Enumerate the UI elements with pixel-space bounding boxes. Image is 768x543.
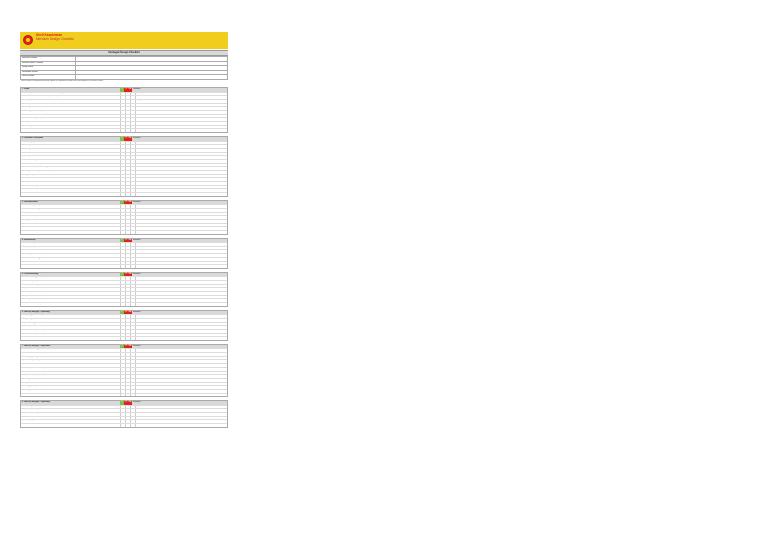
checklist-question: Has a commissioning plan been prepared: [22, 277, 50, 279]
checklist-row: [21, 367, 227, 371]
remarks-cell[interactable]: [135, 420, 227, 423]
checklist-question: Are communications tested: [22, 416, 41, 418]
checklist-question: Are start-up and shutdown steps clear: [22, 326, 48, 328]
col-no-header: N: [125, 345, 127, 348]
remarks-cell[interactable]: [135, 337, 227, 340]
meta-label: Design Status: [21, 66, 76, 71]
remarks-cell[interactable]: [135, 175, 227, 178]
checklist-row: [21, 276, 227, 280]
meta-label: Date of Review: [21, 75, 76, 80]
checklist-question: Are welding procedures qualified: [22, 378, 44, 380]
remarks-cell[interactable]: [135, 107, 227, 110]
remarks-cell[interactable]: [135, 262, 227, 265]
checklist-row: [21, 261, 227, 265]
checklist-question: Are drawings consistent with datasheets: [22, 156, 49, 158]
checklist-question: Are start-up requirements complete: [22, 299, 46, 301]
col-yes-header: Y: [121, 310, 123, 313]
col-na-header: NA: [128, 272, 132, 275]
remarks-cell[interactable]: [135, 178, 227, 181]
checklist-row: [21, 219, 227, 223]
checklist-question: Are operating procedures in place: [22, 315, 45, 317]
col-na-header: NA: [128, 137, 132, 140]
checklist-question: Are references complete and valid: [22, 216, 45, 218]
checklist-question: Has the design been reviewed for HAZOP recommendations: [22, 99, 63, 101]
remarks-cell[interactable]: Design basis confirmed: [135, 100, 227, 103]
col-no-header: N: [125, 272, 127, 275]
checklist-section: [20, 200, 228, 235]
checklist-question: Is the design within the approved envelope: [22, 171, 51, 173]
checklist-question: Comments: [22, 303, 30, 305]
checklist-question: Have document revisions been controlled: [22, 212, 50, 214]
col-na-header: NA: [128, 310, 132, 313]
remarks-cell[interactable]: [135, 360, 227, 363]
remarks-cell[interactable]: [135, 386, 227, 389]
checklist-question: Have maintenance requirements been met: [22, 189, 51, 191]
remarks-cell[interactable]: See technical note: [135, 115, 227, 118]
checklist-question: Have pre-commissioning checks been defined: [22, 284, 53, 286]
checklist-row: [21, 416, 227, 420]
checklist-row: [21, 389, 227, 393]
checklist-row: [21, 208, 227, 212]
section-title: 1. HSSE: [22, 88, 30, 91]
remarks-cell[interactable]: [135, 205, 227, 208]
checklist-question: Is pressure safeguarding verified: [22, 360, 44, 362]
remarks-cell[interactable]: [135, 319, 227, 322]
col-remarks-header: Remarks: [133, 137, 141, 140]
col-no-header: N: [125, 88, 127, 91]
checklist-row: [21, 192, 227, 196]
checklist-question: Have access and egress requirements been checked: [22, 118, 58, 120]
remarks-cell[interactable]: [135, 213, 227, 216]
remarks-cell[interactable]: [135, 375, 227, 378]
section-header: [21, 239, 227, 242]
checklist-row: [21, 280, 227, 284]
shell-logo-icon: [23, 35, 33, 45]
checklist-question: Have operating readiness checks been done: [22, 405, 52, 407]
meta-label: Reviewer Name / Function: [21, 61, 76, 66]
checklist-row: [21, 393, 227, 397]
checklist-row: [21, 242, 227, 246]
checklist-section: [20, 272, 228, 307]
remarks-cell[interactable]: [135, 330, 227, 333]
checklist-question: Is instrumentation adequate: [22, 185, 41, 187]
checklist-question: Is handover documentation specified: [22, 292, 47, 294]
remarks-cell[interactable]: [135, 281, 227, 284]
checklist-question: Are fire and gas detection requirements included: [22, 111, 55, 112]
checklist-question: Are alarms and trips set correctly: [22, 333, 44, 335]
checklist-question: Have lifting requirements been considered: [22, 254, 51, 256]
checklist-question: Are tie-in points identified: [22, 178, 39, 180]
section-title: 6. Start-up Integrity / Operating: [22, 310, 50, 313]
remarks-cell[interactable]: [135, 379, 227, 382]
checklist-question: Has equipment layout been verified: [22, 174, 46, 176]
col-no-header: N: [125, 238, 127, 241]
checklist-question: Is the approval status recorded: [22, 219, 43, 221]
section-header: [21, 401, 227, 404]
remarks-cell[interactable]: [135, 189, 227, 192]
remarks-cell[interactable]: [135, 285, 227, 288]
remarks-cell[interactable]: [135, 104, 227, 107]
col-na-header: NA: [128, 200, 132, 203]
checklist-row: [21, 314, 227, 318]
checklist-question: Is the maintenance strategy defined: [22, 257, 46, 259]
checklist-row: [21, 322, 227, 326]
col-na-header: NA: [128, 345, 132, 348]
checklist-row: [21, 159, 227, 163]
remarks-cell[interactable]: [135, 224, 227, 227]
remarks-cell[interactable]: [135, 164, 227, 167]
checklist-section: [20, 344, 228, 397]
checklist-question: Are vendor documents included: [22, 223, 44, 225]
meta-label: Reference Number: [21, 57, 76, 62]
remarks-cell[interactable]: [135, 216, 227, 219]
checklist-question: Has noise and vibration been assessed: [22, 114, 49, 116]
checklist-row: [21, 212, 227, 216]
checklist-question: Is the integrity data registered: [22, 386, 42, 388]
checklist-question: Are interfaces with other disciplines defined: [22, 163, 51, 165]
checklist-section: [20, 87, 228, 133]
checklist-section: [20, 238, 228, 269]
meta-table: [20, 56, 228, 80]
remarks-cell[interactable]: [135, 171, 227, 174]
col-no-header: N: [125, 310, 127, 313]
meta-label: Deliverable Number: [21, 70, 76, 75]
remarks-cell[interactable]: [135, 368, 227, 371]
checklist-question: Are isolations and vents provided: [22, 182, 45, 184]
brand-line-2: Minimum Design Checklist: [36, 36, 74, 41]
checklist-row: [21, 333, 227, 337]
remarks-cell[interactable]: [135, 129, 227, 132]
checklist-row: [21, 152, 227, 156]
remarks-cell[interactable]: [135, 277, 227, 280]
checklist-row: [21, 114, 227, 118]
remarks-cell[interactable]: [135, 247, 227, 250]
checklist-row: [21, 291, 227, 295]
col-na-header: NA: [128, 238, 132, 241]
remarks-cell[interactable]: [135, 243, 227, 246]
remarks-cell[interactable]: [135, 323, 227, 326]
checklist-row: [21, 302, 227, 306]
checklist-question: Have NDT requirements been specified: [22, 367, 49, 369]
checklist-question: Are operating staff assigned: [22, 409, 41, 411]
checklist-question: Comments: [22, 424, 30, 426]
remarks-cell[interactable]: [135, 193, 227, 196]
checklist-question: Are all documents correctly numbered: [22, 208, 48, 210]
checklist-question: Has a constructability review been held: [22, 159, 49, 161]
remarks-cell[interactable]: [135, 254, 227, 257]
checklist-question: Have hydrotest results been reviewed: [22, 382, 48, 384]
remarks-cell[interactable]: [135, 296, 227, 299]
meta-row: [21, 75, 228, 80]
remarks-cell[interactable]: [135, 409, 227, 412]
checklist-row: [21, 412, 227, 416]
checklist-question: Have ALARP demonstrations been completed for major hazards: [22, 96, 65, 98]
checklist-question: Are material certificates available: [22, 371, 45, 373]
col-no-header: N: [125, 200, 127, 203]
remarks-cell[interactable]: [135, 149, 227, 152]
checklist-row: [21, 163, 227, 167]
section-title: 2. Technical / Discipline: [22, 137, 44, 140]
remarks-cell[interactable]: [135, 96, 227, 99]
remarks-cell[interactable]: [135, 160, 227, 163]
brand-line-1: Shell Kazakhstan: [36, 33, 63, 37]
checklist-question: Have emergency drills been held: [22, 420, 44, 422]
remarks-cell[interactable]: [135, 353, 227, 356]
remarks-cell[interactable]: [135, 372, 227, 375]
checklist-question: Are inspection requirements identified: [22, 261, 48, 263]
section-title: 7. Start-up Integrity / Inspection: [22, 345, 51, 348]
remarks-cell[interactable]: [135, 357, 227, 360]
brand-text: [36, 34, 74, 42]
checklist-question: Is access for maintenance adequate: [22, 250, 47, 252]
remarks-cell[interactable]: [135, 292, 227, 295]
checklist-row: [21, 423, 227, 427]
checklist-row: [21, 174, 227, 178]
checklist-question: Comments: [22, 265, 30, 267]
checklist-row: [21, 148, 227, 152]
checklist-row: [21, 223, 227, 227]
section-header: [21, 88, 227, 91]
checklist-question: Is the inspection strategy defined: [22, 349, 44, 351]
checklist-row: [21, 257, 227, 261]
form-title: Kashagan Design Checklist: [20, 50, 228, 56]
checklist-question: Is the control room ready: [22, 413, 39, 415]
checklist-row: [21, 356, 227, 360]
checklist-question: Have hazards been identified and recorded in the Hazard register: [22, 92, 66, 94]
checklist-row: [21, 185, 227, 189]
checklist-question: Have control philosophies been agreed: [22, 329, 49, 331]
remarks-cell[interactable]: [135, 250, 227, 253]
col-remarks-header: Remarks: [133, 401, 141, 404]
checklist-question: Has the design been reviewed for SIMOPS: [22, 125, 51, 127]
checklist-question: Are relief devices sized and reviewed: [22, 364, 47, 366]
remarks-cell[interactable]: [135, 122, 227, 125]
header-banner: [20, 32, 228, 49]
checklist-question: Has maintainability been reviewed: [22, 243, 45, 245]
checklist-row: [21, 363, 227, 367]
checklist-question: Have escape and evacuation routes been considered: [22, 103, 58, 105]
checklist-row: [21, 170, 227, 174]
checklist-question: Comments: [22, 393, 30, 395]
checklist-row: [21, 295, 227, 299]
remarks-cell[interactable]: [135, 383, 227, 386]
remarks-cell[interactable]: [135, 156, 227, 159]
checklist-question: Are spare parts requirements identified: [22, 246, 48, 248]
col-no-header: N: [125, 401, 127, 404]
checklist-question: Is the design compliant with Shell DEPs: [22, 148, 49, 150]
remarks-cell[interactable]: [135, 303, 227, 306]
checklist-question: Comments: [22, 193, 30, 195]
col-remarks-header: Remarks: [133, 345, 141, 348]
remarks-cell[interactable]: [135, 93, 227, 96]
remarks-cell[interactable]: [135, 315, 227, 318]
checklist-row: [21, 99, 227, 103]
remarks-cell[interactable]: [135, 406, 227, 409]
checklist-row: [21, 405, 227, 409]
checklist-question: Comments: [22, 231, 30, 233]
checklist-question: Have materials been selected correctly: [22, 167, 48, 169]
checklist-question: Have punch lists been defined: [22, 295, 43, 297]
checklist-row: [21, 141, 227, 145]
remarks-cell[interactable]: [135, 182, 227, 185]
remarks-cell[interactable]: [135, 417, 227, 420]
col-yes-header: Y: [121, 401, 123, 404]
checklist-row: [21, 125, 227, 129]
remarks-cell[interactable]: [135, 288, 227, 291]
checklist-row: [21, 230, 227, 234]
remarks-cell[interactable]: [135, 394, 227, 397]
remarks-cell[interactable]: [135, 364, 227, 367]
remarks-cell[interactable]: [135, 424, 227, 427]
intro-note: Please review the design documentation against the requirements below and record findings in the Remarks column: [21, 80, 103, 82]
col-yes-header: Y: [121, 137, 123, 140]
col-remarks-header: Remarks: [133, 310, 141, 313]
col-na-header: NA: [128, 88, 132, 91]
section-header: [21, 137, 227, 140]
col-remarks-header: Remarks: [133, 272, 141, 275]
checklist-question: Comments: [22, 337, 30, 339]
remarks-cell[interactable]: [135, 390, 227, 393]
checklist-row: [21, 378, 227, 382]
checklist-section: [20, 136, 228, 197]
remarks-cell[interactable]: [135, 209, 227, 212]
checklist-row: [21, 382, 227, 386]
col-yes-header: Y: [121, 200, 123, 203]
checklist-row: [21, 352, 227, 356]
section-header: [21, 273, 227, 276]
remarks-cell[interactable]: [135, 142, 227, 145]
section-title: 3. Documentation: [22, 200, 38, 203]
checklist-question: Is operator training planned: [22, 322, 41, 324]
section-title: 5. Commissioning: [22, 272, 39, 275]
checklist-row: [21, 329, 227, 333]
remarks-cell[interactable]: [135, 153, 227, 156]
checklist-row: [21, 284, 227, 288]
remarks-cell[interactable]: [135, 111, 227, 114]
checklist-question: Are system boundaries identified: [22, 288, 44, 290]
remarks-cell[interactable]: [135, 220, 227, 223]
checklist-row: [21, 371, 227, 375]
remarks-cell[interactable]: [135, 227, 227, 230]
remarks-cell[interactable]: [135, 126, 227, 129]
remarks-cell[interactable]: [135, 265, 227, 268]
checklist-question: Are test and inspection plans available: [22, 281, 48, 282]
col-na-header: NA: [128, 401, 132, 404]
checklist-row: [21, 181, 227, 185]
remarks-cell[interactable]: [135, 231, 227, 234]
checklist-question: Is the design compliant with the HSE case: [22, 107, 51, 109]
meta-value-field[interactable]: [76, 75, 228, 80]
checklist-question: Are the design calculations verified and checked: [22, 145, 55, 147]
checklist-row: [21, 246, 227, 250]
section-header: [21, 201, 227, 204]
remarks-cell[interactable]: [135, 349, 227, 352]
remarks-cell[interactable]: [135, 299, 227, 302]
section-title: 4. Maintenance: [22, 238, 36, 241]
sections-container: [20, 87, 228, 428]
remarks-cell[interactable]: [135, 145, 227, 148]
checklist-row: [21, 318, 227, 322]
checklist-question: Comments: [22, 129, 30, 131]
section-header: [21, 311, 227, 314]
checklist-row: [21, 103, 227, 107]
remarks-cell[interactable]: [135, 326, 227, 329]
checklist-row: [21, 253, 227, 257]
checklist-row: [21, 348, 227, 352]
checklist-question: Are safety critical elements identified: [22, 122, 47, 124]
checklist-section: [20, 400, 228, 428]
col-no-header: N: [125, 137, 127, 140]
checklist-row: [21, 92, 227, 96]
remarks-cell[interactable]: [135, 118, 227, 121]
col-yes-header: Y: [121, 345, 123, 348]
checklist-document: [20, 32, 228, 506]
col-remarks-header: Remarks: [133, 88, 141, 91]
section-title: 8. Start-up Integrity / Operating: [22, 401, 50, 404]
checklist-question: Are corrosion allowances adequate: [22, 353, 46, 355]
checklist-row: [21, 121, 227, 125]
col-yes-header: Y: [121, 272, 123, 275]
remarks-cell[interactable]: [135, 334, 227, 337]
checklist-question: Are coatings and insulation specified: [22, 389, 47, 391]
col-remarks-header: Remarks: [133, 238, 141, 241]
remarks-cell[interactable]: [135, 258, 227, 261]
checklist-row: [21, 110, 227, 114]
checklist-section: [20, 310, 228, 341]
col-yes-header: Y: [121, 238, 123, 241]
checklist-question: Has the risk-based inspection been done: [22, 375, 50, 377]
checklist-row: [21, 204, 227, 208]
checklist-question: Have operating limits been defined: [22, 318, 46, 320]
checklist-question: Is the document format correct: [22, 227, 43, 229]
remarks-cell[interactable]: [135, 413, 227, 416]
checklist-question: Have all design inputs been confirmed: [22, 141, 48, 143]
checklist-question: Is the document register up to date: [22, 205, 46, 207]
col-remarks-header: Remarks: [133, 200, 141, 203]
remarks-cell[interactable]: [135, 167, 227, 170]
checklist-question: Have integrity operating windows been set: [22, 356, 51, 358]
section-header: [21, 345, 227, 348]
col-yes-header: Y: [121, 88, 123, 91]
checklist-question: Have deviations from standards been recorded: [22, 152, 54, 154]
remarks-cell[interactable]: [135, 186, 227, 189]
